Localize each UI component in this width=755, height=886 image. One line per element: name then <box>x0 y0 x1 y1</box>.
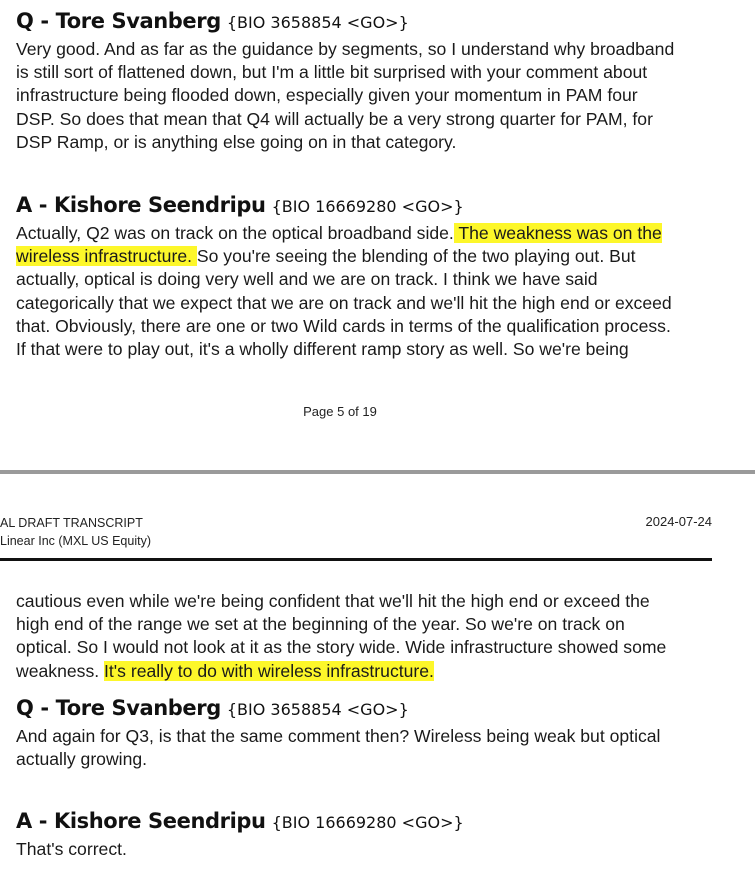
text-line: infrastructure being flooded down, especially given your momentum in PAM four <box>16 85 638 106</box>
answer-block <box>16 193 672 361</box>
text-line <box>16 245 672 268</box>
header-company: Linear Inc (MXL US Equity) <box>0 534 151 548</box>
question-text <box>16 38 674 154</box>
text-line: is still sort of flattened down, but I'm a little bit surprised with your comment about <box>16 62 648 83</box>
question-block <box>16 696 660 771</box>
header-divider <box>0 558 712 561</box>
text-line: That's correct. <box>16 839 127 859</box>
header-date: 2024-07-24 <box>645 514 712 529</box>
answer-continuation <box>16 590 666 683</box>
text-line <box>16 660 666 683</box>
text-segment: weakness. <box>16 660 105 681</box>
text-line: optical. So I would not look at it as the story wide. Wide infrastructure showed some <box>16 637 667 658</box>
speaker-name: Q - Tore Svanberg <box>16 9 221 33</box>
text-line: If that were to play out, it's a wholly different ramp story as well. So we're being <box>16 339 629 360</box>
text-line: And again for Q3, is that the same comment then? Wireless being weak but optical <box>16 726 661 746</box>
transcript-page-6 <box>0 474 755 886</box>
header-title: AL DRAFT TRANSCRIPT <box>0 516 143 530</box>
text-line: that. Obviously, there are one or two Wild cards in terms of the qualification process. <box>16 315 671 336</box>
bio-link[interactable]: {BIO 3658854 <GO>} <box>226 700 409 719</box>
answer-text <box>16 222 672 361</box>
speaker-name: Q - Tore Svanberg <box>16 696 221 720</box>
text-line: DSP Ramp, or is anything else going on in that category. <box>16 131 457 152</box>
highlighted-text: wireless infrastructure. <box>16 246 197 267</box>
speaker-name: A - Kishore Seendripu <box>16 193 266 217</box>
page-number: Page 5 of 19 <box>303 404 377 419</box>
answer-block <box>16 809 464 861</box>
answer-text <box>16 838 464 861</box>
highlighted-text: The weakness was on the <box>453 223 662 243</box>
text-line: DSP. So does that mean that Q4 will actually be a very strong quarter for PAM, for <box>16 108 653 129</box>
text-segment: So you're seeing the blending of the two playing out. But <box>196 246 636 267</box>
page-header <box>0 514 151 550</box>
text-line: Very good. And as far as the guidance by segments, so I understand why broadband <box>16 39 675 59</box>
text-line: high end of the range we set at the beginning of the year. So we're on track on <box>16 614 625 635</box>
bio-link[interactable]: {BIO 3658854 <GO>} <box>226 13 409 32</box>
text-line <box>16 222 672 245</box>
question-block <box>16 9 674 154</box>
text-line: categorically that we expect that we are on track and we'll hit the high end or exceed <box>16 292 672 313</box>
text-line: cautious even while we're being confident that we'll hit the high end or exceed the <box>16 591 650 611</box>
text-line: actually, optical is doing very well and we are on track. I think we have said <box>16 269 598 290</box>
speaker-heading <box>16 696 660 720</box>
speaker-heading <box>16 809 464 833</box>
highlighted-text: It's really to do with wireless infrastructure. <box>104 660 434 681</box>
text-line: actually growing. <box>16 749 148 770</box>
speaker-name: A - Kishore Seendripu <box>16 809 266 833</box>
bio-link[interactable]: {BIO 16669280 <GO>} <box>271 813 464 832</box>
speaker-heading <box>16 9 674 33</box>
speaker-heading <box>16 193 672 217</box>
question-text <box>16 725 660 771</box>
bio-link[interactable]: {BIO 16669280 <GO>} <box>271 197 464 216</box>
text-segment: Actually, Q2 was on track on the optical broadband side. <box>16 223 454 243</box>
